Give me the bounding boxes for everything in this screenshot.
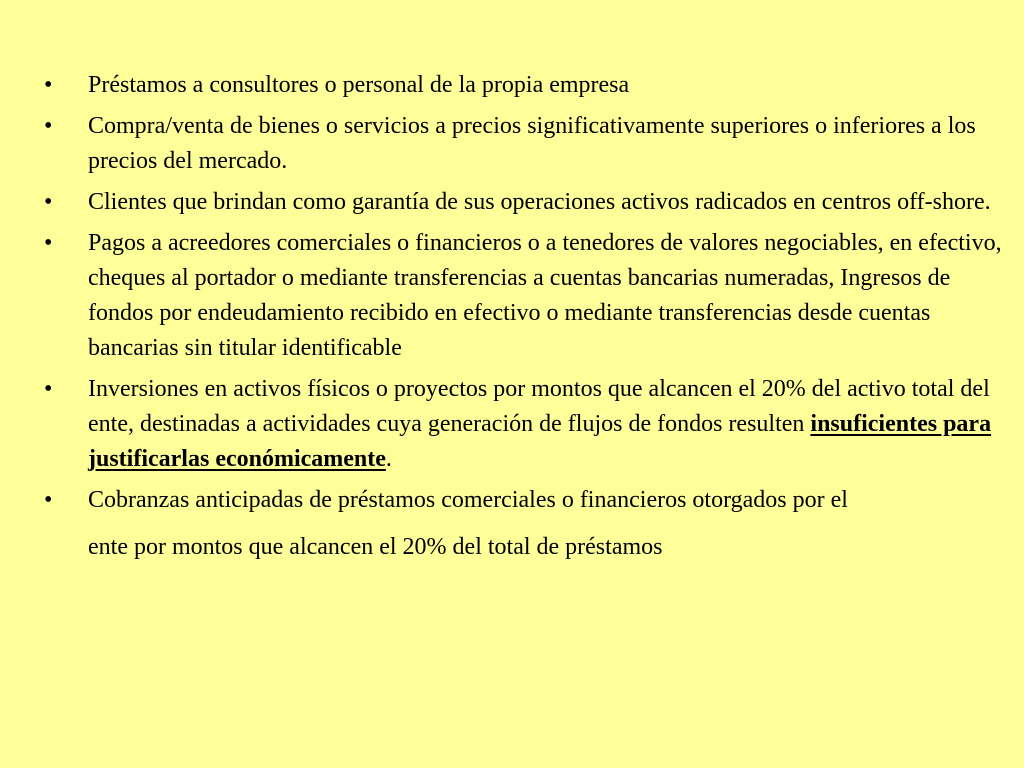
- bullet-item-4: [44, 226, 1004, 366]
- bullet-icon: •: [44, 487, 53, 513]
- bullet-icon: •: [44, 376, 53, 402]
- bullet-text-6-line1: Cobranzas anticipadas de préstamos comerciales o financieros otorgados por el: [88, 487, 848, 513]
- bullet-icon: •: [44, 230, 53, 256]
- bullet-text-4: Pagos a acreedores comerciales o financieros o a tenedores de valores negociables, en efectivo, cheques al portador o mediante transferencias a cuentas bancarias numeradas, Ingresos de fondos por endeudamiento recibido en efectivo o mediante transferencias desde cuentas bancarias sin titular identificable: [88, 230, 1002, 361]
- line-gap: [88, 518, 1004, 530]
- bullet-text-2: Compra/venta de bienes o servicios a precios significativamente superiores o inferiores a los precios del mercado.: [88, 113, 976, 174]
- bullet-item-2: [44, 109, 1004, 179]
- bullet-icon: •: [44, 72, 53, 98]
- bullet-item-5: [44, 372, 1004, 477]
- emphasized-phrase: insuficientes para justificarlas económicamente: [88, 411, 992, 472]
- bullet-icon: •: [44, 189, 53, 215]
- bullet-item-6: [44, 483, 1004, 565]
- bullet-icon: •: [44, 113, 53, 139]
- bullet-text-6-line2: ente por montos que alcancen el 20% del total de préstamos: [88, 534, 663, 560]
- bullet-item-1: [44, 68, 1004, 103]
- bullet-text-5-before: Inversiones en activos físicos o proyectos por montos que alcancen el 20% del activo total del ente, destinadas a actividades cuya generación de flujos de fondos resulten: [88, 376, 990, 437]
- bullet-list: [44, 68, 1004, 571]
- bullet-text-1: Préstamos a consultores o personal de la propia empresa: [88, 72, 630, 98]
- bullet-text-5-after: .: [385, 446, 392, 472]
- bullet-item-3: [44, 185, 1004, 220]
- bullet-text-3: Clientes que brindan como garantía de sus operaciones activos radicados en centros off-shore.: [88, 189, 991, 215]
